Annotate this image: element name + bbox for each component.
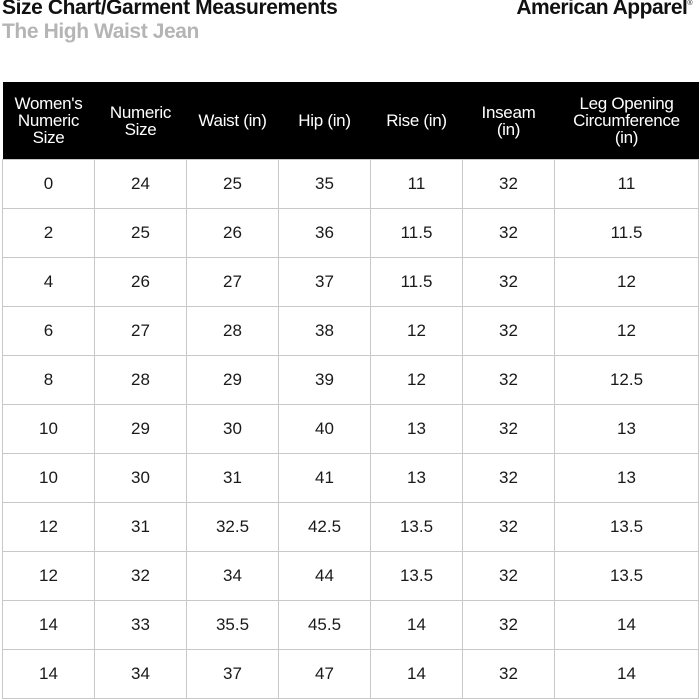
table-header-row: [3, 82, 699, 160]
column-header-line: Women's: [14, 94, 83, 113]
header-rise: [371, 82, 463, 160]
cell-womens-size: 0: [3, 160, 95, 209]
cell-numeric-size: 29: [95, 405, 187, 454]
table-row: [3, 307, 699, 356]
cell-inseam: 32: [463, 601, 555, 650]
brand-name: American Apparel: [516, 0, 688, 19]
cell-inseam: 32: [463, 258, 555, 307]
header-waist: [187, 82, 279, 160]
table-row: [3, 503, 699, 552]
cell-hip: 44: [279, 552, 371, 601]
cell-womens-size: 12: [3, 503, 95, 552]
table-row: [3, 454, 699, 503]
cell-leg-opening: 13.5: [555, 552, 699, 601]
cell-inseam: 32: [463, 503, 555, 552]
brand-logo: [516, 0, 692, 20]
column-header-line: Numeric: [109, 102, 172, 122]
cell-womens-size: 8: [3, 356, 95, 405]
cell-hip: 42.5: [279, 503, 371, 552]
cell-hip: 36: [279, 209, 371, 258]
cell-rise: 14: [371, 650, 463, 699]
header-womens-numeric-size: [3, 82, 95, 160]
table-row: [3, 160, 699, 209]
cell-waist: 25: [187, 160, 279, 209]
cell-leg-opening: 13: [555, 405, 699, 454]
cell-hip: 39: [279, 356, 371, 405]
column-header-line: Numeric: [17, 111, 80, 130]
cell-leg-opening: 12: [555, 307, 699, 356]
cell-womens-size: 10: [3, 405, 95, 454]
cell-rise: 11: [371, 160, 463, 209]
table-row: [3, 356, 699, 405]
cell-hip: 35: [279, 160, 371, 209]
cell-inseam: 32: [463, 356, 555, 405]
product-subtitle: The High Waist Jean: [2, 20, 199, 43]
cell-inseam: 32: [463, 405, 555, 454]
cell-womens-size: 2: [3, 209, 95, 258]
cell-numeric-size: 33: [95, 601, 187, 650]
cell-numeric-size: 25: [95, 209, 187, 258]
table-row: [3, 209, 699, 258]
cell-numeric-size: 32: [95, 552, 187, 601]
cell-womens-size: 4: [3, 258, 95, 307]
cell-leg-opening: 14: [555, 650, 699, 699]
cell-waist: 27: [187, 258, 279, 307]
column-header-line: Rise (in): [386, 111, 447, 130]
cell-hip: 41: [279, 454, 371, 503]
cell-rise: 13.5: [371, 552, 463, 601]
cell-womens-size: 10: [3, 454, 95, 503]
header-inseam: [463, 82, 555, 160]
header-numeric-size: [95, 82, 187, 160]
column-header-line: Inseam: [481, 102, 536, 122]
cell-waist: 32.5: [187, 503, 279, 552]
cell-inseam: 32: [463, 650, 555, 699]
column-header-line: (in): [614, 128, 639, 147]
cell-womens-size: 12: [3, 552, 95, 601]
cell-numeric-size: 27: [95, 307, 187, 356]
cell-rise: 12: [371, 307, 463, 356]
page-title: Size Chart/Garment Measurements: [2, 0, 338, 19]
column-header-line: (in): [496, 119, 521, 139]
column-header-line: Circumference: [573, 111, 680, 130]
table-row: [3, 405, 699, 454]
cell-inseam: 32: [463, 307, 555, 356]
column-header-line: Leg Opening: [579, 94, 674, 113]
column-header-line: Size: [32, 128, 65, 147]
table-row: [3, 650, 699, 699]
registered-mark: ®: [687, 0, 692, 7]
cell-hip: 40: [279, 405, 371, 454]
cell-waist: 28: [187, 307, 279, 356]
column-header-line: Hip (in): [298, 111, 351, 130]
cell-hip: 38: [279, 307, 371, 356]
table-row: [3, 601, 699, 650]
cell-leg-opening: 13: [555, 454, 699, 503]
header-hip: [279, 82, 371, 160]
cell-numeric-size: 30: [95, 454, 187, 503]
table-row: [3, 258, 699, 307]
cell-waist: 34: [187, 552, 279, 601]
cell-numeric-size: 26: [95, 258, 187, 307]
cell-waist: 37: [187, 650, 279, 699]
column-header-line: Size: [124, 119, 157, 139]
cell-rise: 11.5: [371, 209, 463, 258]
cell-womens-size: 6: [3, 307, 95, 356]
header-leg-opening: [555, 82, 699, 160]
cell-waist: 31: [187, 454, 279, 503]
cell-hip: 45.5: [279, 601, 371, 650]
cell-womens-size: 14: [3, 650, 95, 699]
cell-rise: 13.5: [371, 503, 463, 552]
cell-leg-opening: 12.5: [555, 356, 699, 405]
cell-rise: 13: [371, 454, 463, 503]
cell-hip: 47: [279, 650, 371, 699]
cell-numeric-size: 34: [95, 650, 187, 699]
cell-inseam: 32: [463, 160, 555, 209]
cell-leg-opening: 11: [555, 160, 699, 209]
cell-rise: 13: [371, 405, 463, 454]
cell-inseam: 32: [463, 454, 555, 503]
cell-waist: 26: [187, 209, 279, 258]
cell-leg-opening: 12: [555, 258, 699, 307]
cell-rise: 11.5: [371, 258, 463, 307]
column-header-line: Waist (in): [198, 111, 267, 130]
cell-leg-opening: 13.5: [555, 503, 699, 552]
cell-rise: 12: [371, 356, 463, 405]
cell-numeric-size: 31: [95, 503, 187, 552]
cell-waist: 30: [187, 405, 279, 454]
cell-leg-opening: 14: [555, 601, 699, 650]
cell-waist: 29: [187, 356, 279, 405]
cell-inseam: 32: [463, 552, 555, 601]
size-chart-table: [2, 82, 699, 699]
cell-numeric-size: 24: [95, 160, 187, 209]
table-row: [3, 552, 699, 601]
cell-hip: 37: [279, 258, 371, 307]
cell-numeric-size: 28: [95, 356, 187, 405]
cell-rise: 14: [371, 601, 463, 650]
cell-womens-size: 14: [3, 601, 95, 650]
cell-waist: 35.5: [187, 601, 279, 650]
cell-leg-opening: 11.5: [555, 209, 699, 258]
cell-inseam: 32: [463, 209, 555, 258]
table-body: [3, 160, 699, 699]
